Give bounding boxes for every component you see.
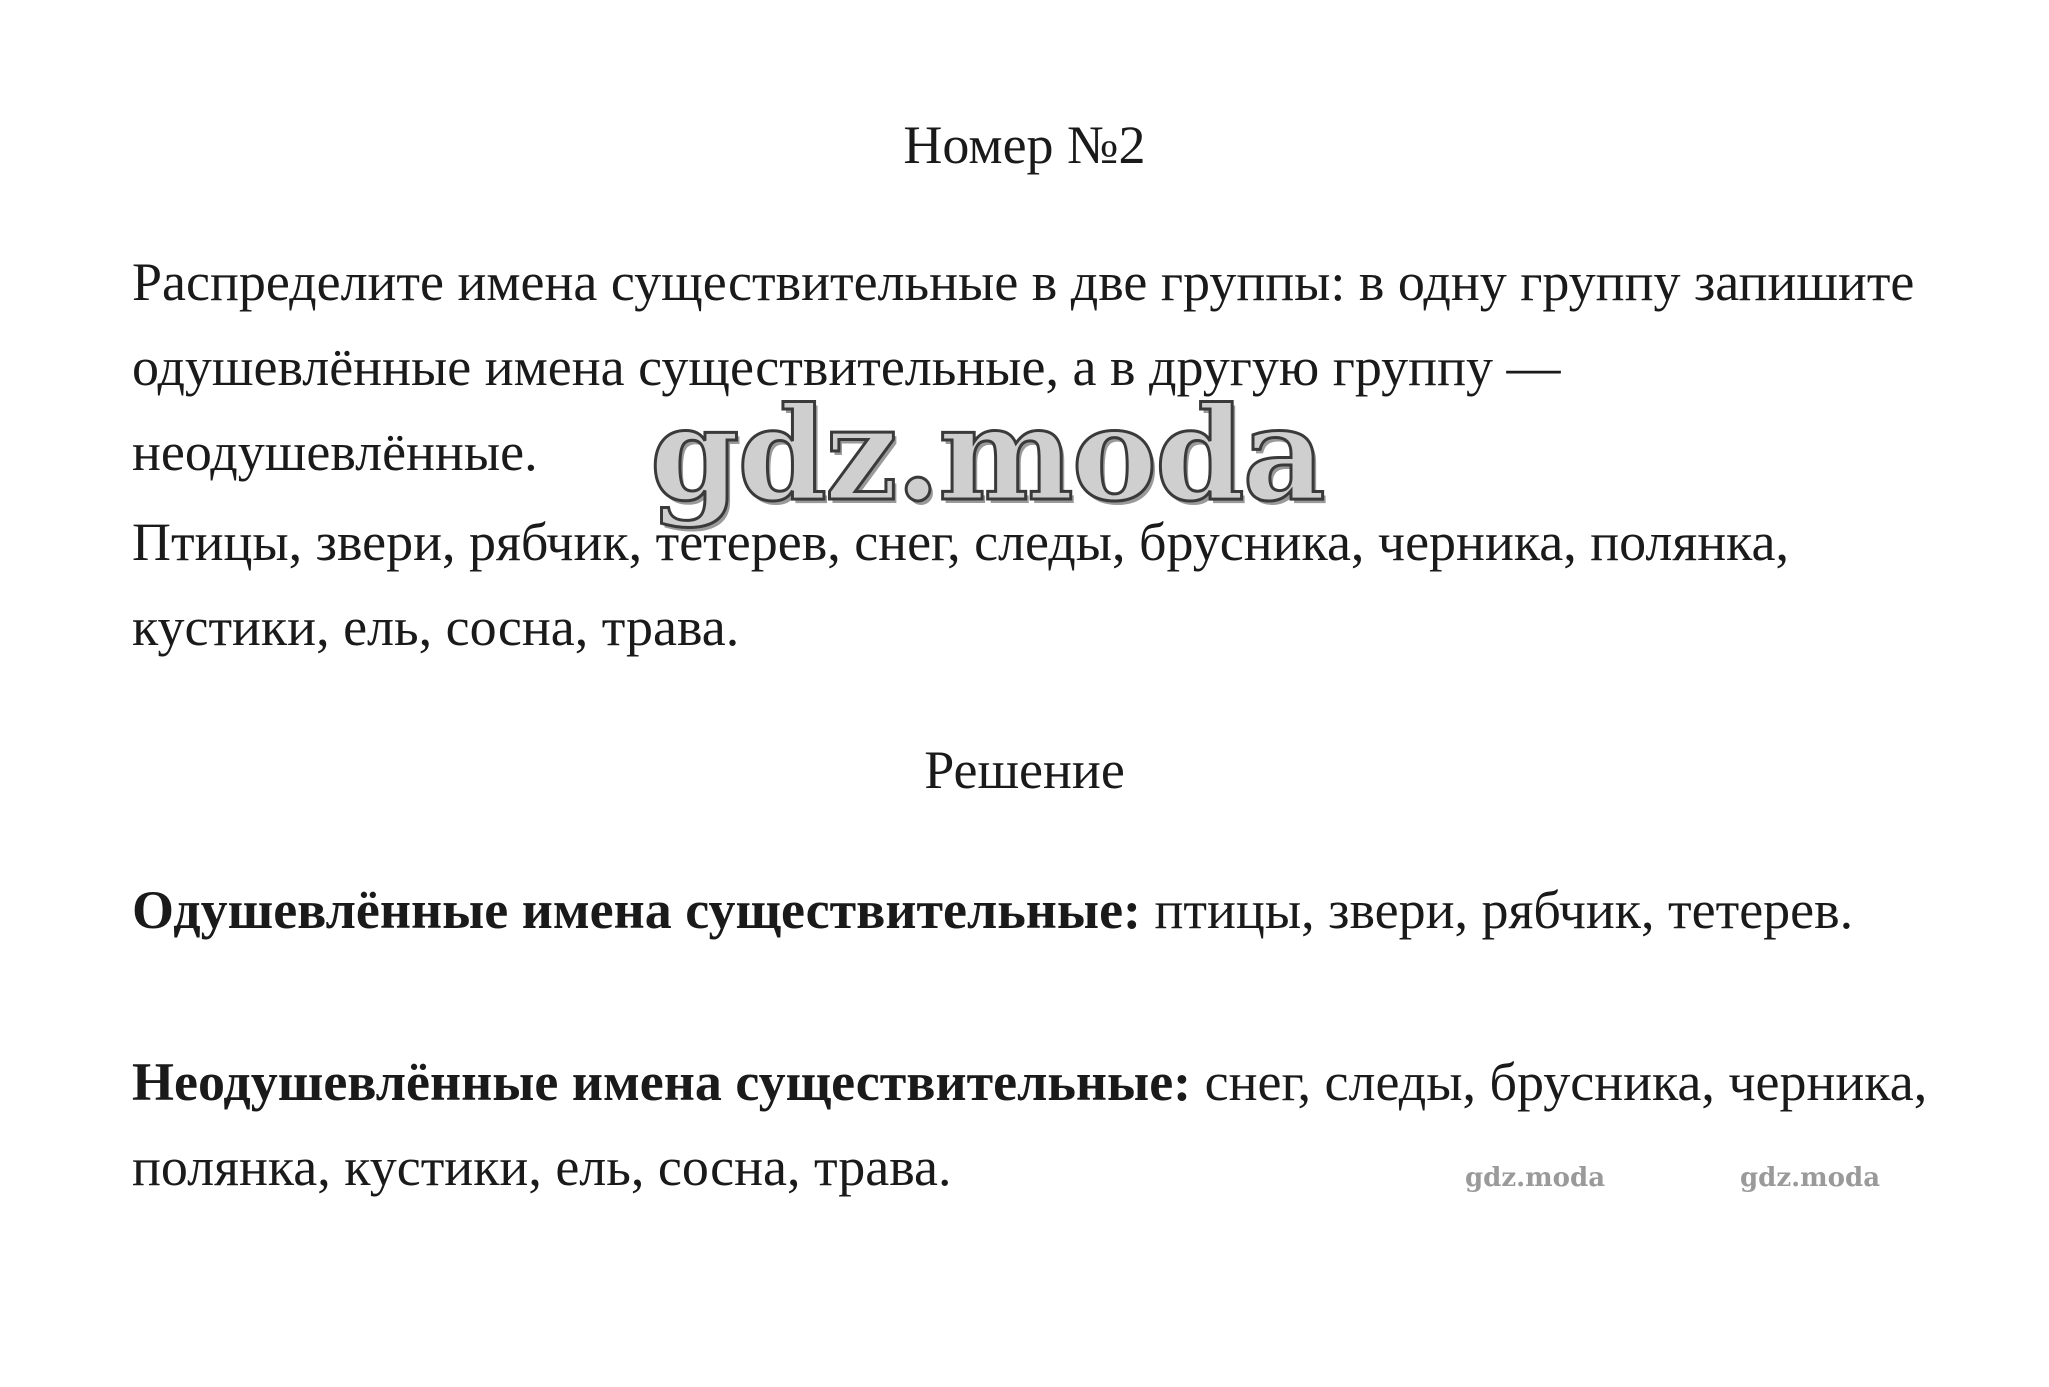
task-text: Распределите имена существительные в две группы: в одну группу запишите одушевлённые имена существительные, а в другую группу — неодушевлённые.	[132, 252, 1915, 482]
page-title: Номер №2	[903, 115, 1146, 175]
watermark-small: gdz.moda	[1740, 1163, 1881, 1193]
inanimate-nouns-items: снег, следы, брусника, черника, полянка, кустики, ель, сосна, трава.	[132, 1052, 1928, 1197]
animate-nouns-label: Одушевлённые имена существительные:	[132, 880, 1142, 940]
animate-nouns-paragraph	[132, 868, 1952, 953]
inanimate-nouns-label: Неодушевлённые имена существительные:	[132, 1052, 1192, 1112]
animate-nouns-items: птицы, звери, рябчик, тетерев.	[1141, 880, 1854, 940]
solution-heading: Решение	[924, 740, 1125, 800]
inanimate-nouns-paragraph	[132, 1040, 1952, 1210]
watermark-small: gdz.moda	[1465, 1163, 1606, 1193]
watermark-main: gdz.moda	[650, 380, 1324, 530]
word-list: Птицы, звери, рябчик, тетерев, снег, следы, брусника, черника, полянка, кустики, ель, сосна, трава.	[132, 512, 1789, 657]
